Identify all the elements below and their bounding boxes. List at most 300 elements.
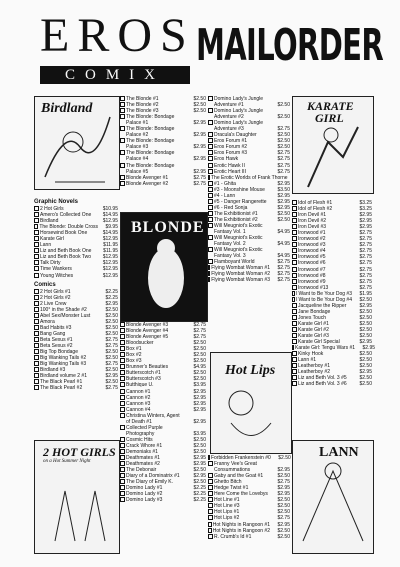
checkbox-icon[interactable] [208, 108, 213, 113]
list-item[interactable] [34, 385, 118, 391]
item-title-text: Kinky Hook [298, 351, 324, 358]
item-price: $12.95 [102, 266, 118, 273]
item-title-text: #3 - Moonshine Mouse [214, 186, 265, 193]
checkbox-icon[interactable] [208, 491, 213, 496]
checkbox-icon[interactable] [292, 351, 297, 356]
checkbox-icon[interactable] [292, 242, 297, 247]
checkbox-icon[interactable] [208, 277, 210, 282]
item-price: $2.95 [105, 300, 118, 307]
item-price: $2.50 [193, 479, 206, 486]
item-title-text: Iron Devil #3 [298, 224, 327, 231]
item-price: $2.75 [277, 156, 290, 163]
item-title-text: Ironwood #9 [298, 278, 326, 285]
item-price: $2.50 [105, 312, 118, 319]
checkbox-icon[interactable] [120, 346, 125, 351]
checkbox-icon[interactable] [292, 303, 297, 308]
checkbox-icon[interactable] [292, 248, 297, 253]
checkbox-icon[interactable] [292, 260, 297, 265]
item-title-text: Iron Devil #2 [298, 218, 327, 225]
item-price: $2.50 [193, 340, 206, 347]
checkbox-icon[interactable] [208, 223, 213, 228]
checkbox-icon[interactable] [292, 339, 297, 344]
checkbox-icon[interactable] [34, 289, 39, 294]
checkbox-icon[interactable] [120, 437, 125, 442]
checkbox-icon[interactable] [292, 297, 295, 302]
item-price: $9.95 [105, 224, 118, 231]
item-title-text: of Death #1 [126, 418, 152, 425]
list-item[interactable] [208, 534, 290, 540]
checkbox-icon[interactable] [120, 479, 125, 484]
item-price: $2.25 [105, 288, 118, 295]
item-title [40, 385, 98, 391]
item-title-text: Blonde Avenger #3 [126, 322, 169, 328]
item-title-text: Ironwood #13 [298, 284, 329, 291]
checkbox-icon[interactable] [208, 199, 213, 204]
item-price: $2.95 [193, 418, 206, 425]
left-column [34, 196, 118, 391]
checkbox-icon[interactable] [208, 473, 213, 478]
cover-blonde [120, 212, 208, 322]
item-price: $2.50 [359, 375, 372, 382]
checkbox-icon[interactable] [120, 328, 125, 333]
checkbox-icon[interactable] [120, 467, 125, 472]
item-price: $2.95 [105, 373, 118, 380]
item-price: $2.75 [193, 180, 206, 187]
item-price: $2.50 [277, 210, 290, 217]
item-price: $2.50 [277, 132, 290, 139]
checkbox-icon[interactable] [208, 259, 213, 264]
checkbox-icon[interactable] [208, 96, 213, 101]
cover-lann [292, 440, 374, 554]
item-price: $12.95 [102, 254, 118, 261]
checkbox-icon[interactable] [34, 254, 39, 259]
item-title-text: Lann #1 [298, 357, 317, 364]
item-title-text: Dracula's Daughter [214, 132, 257, 139]
checkbox-icon[interactable] [208, 271, 210, 276]
item-title-text: Hot Nights in Rangoon #2 [212, 527, 270, 534]
checkbox-icon[interactable] [292, 315, 297, 320]
item-price: $2.50 [277, 114, 290, 121]
list-item[interactable] [292, 381, 372, 387]
item-title-text: Hot Lips #1 [214, 509, 240, 516]
checkbox-icon[interactable] [292, 200, 297, 205]
item-title-text: Cannon #1 [126, 388, 151, 395]
checkbox-icon[interactable] [120, 181, 125, 186]
item-price: $2.95 [277, 198, 290, 205]
item-title-text: Domino Lady's Jungle [214, 120, 264, 127]
item-title-text: Time Wankers [40, 266, 72, 273]
checkbox-icon[interactable] [292, 381, 297, 386]
checkbox-icon[interactable] [120, 407, 125, 412]
item-title-text: Domino Lady's Jungle [214, 96, 264, 102]
item-price: $2.75 [277, 162, 290, 169]
checkbox-icon[interactable] [34, 331, 39, 336]
checkbox-icon[interactable] [120, 150, 125, 155]
checkbox-icon[interactable] [292, 279, 297, 284]
item-title-text: Eros Hawk [214, 156, 239, 163]
checkbox-icon[interactable] [120, 370, 125, 375]
item-title-text: Ironwood #7 [298, 266, 326, 273]
item-title-text: The Blonde #1 [126, 96, 159, 102]
checkbox-icon[interactable] [208, 479, 213, 484]
item-title-text: Hedge Twist #1 [214, 485, 249, 492]
item-title-text: Karate Girl #1 [298, 320, 329, 327]
checkbox-icon[interactable] [120, 455, 125, 460]
item-title-text: Hot Lips #2 [214, 515, 240, 522]
checkbox-icon[interactable] [120, 126, 125, 131]
checkbox-icon[interactable] [208, 509, 213, 514]
item-title-text: Karate Girl #3 [298, 333, 329, 340]
item-price: $2.50 [277, 138, 290, 145]
item-title-text: Domino Lady #1 [126, 485, 163, 492]
checkbox-icon[interactable] [292, 285, 297, 290]
checkbox-icon[interactable] [292, 357, 297, 362]
checkbox-icon[interactable] [208, 497, 213, 502]
item-price: $4.95 [277, 241, 290, 248]
checkbox-icon[interactable] [120, 102, 125, 107]
item-title-text: Amero's Collected One [40, 212, 92, 219]
checkbox-icon[interactable] [34, 212, 39, 217]
checkbox-icon[interactable] [34, 337, 39, 342]
item-title-text: The Blonde #3 [126, 108, 159, 115]
checkbox-icon[interactable] [208, 193, 213, 198]
item-title-text: Blonde Avenger #5 [126, 334, 169, 341]
item-price: $2.50 [359, 326, 372, 333]
item-price: $2.50 [278, 455, 291, 461]
item-title-text: Amora [40, 318, 55, 325]
item-title-text: Deathmates #1 [126, 455, 160, 462]
item-price: $2.50 [277, 503, 290, 510]
item-title-text: #1 - Ghita [214, 180, 236, 187]
lann-title: LANN [319, 445, 359, 460]
checkbox-icon[interactable] [208, 150, 213, 155]
checkbox-icon[interactable] [208, 235, 213, 240]
checkbox-icon[interactable] [208, 132, 213, 137]
item-title-text: Crack Whore #1 [126, 442, 163, 449]
checkbox-icon[interactable] [208, 211, 213, 216]
item-price: $2.95 [193, 394, 206, 401]
item-price: $2.95 [193, 144, 206, 151]
checkbox-icon[interactable] [292, 291, 295, 296]
item-price: $2.75 [277, 271, 290, 278]
checkbox-icon[interactable] [120, 322, 125, 327]
item-title-text: Domino Lady #2 [126, 491, 163, 498]
comics-heading: Comics [34, 281, 56, 288]
checkbox-icon[interactable] [208, 503, 213, 508]
checkbox-icon[interactable] [208, 181, 213, 186]
item-title-text: Hot Line #1 [214, 497, 240, 504]
item-price: $2.50 [277, 216, 290, 223]
checkbox-icon[interactable] [208, 515, 213, 520]
checkbox-icon[interactable] [292, 309, 297, 314]
checkbox-icon[interactable] [208, 156, 213, 161]
checkbox-icon[interactable] [292, 327, 297, 332]
checkbox-icon[interactable] [120, 108, 125, 113]
item-title-text: Flying Wombat Woman #2 [211, 271, 270, 278]
list-item[interactable] [120, 497, 206, 503]
checkbox-icon[interactable] [120, 364, 125, 369]
checkbox-icon[interactable] [292, 369, 297, 374]
item-title-text: Franny Vee's Great [214, 461, 257, 468]
checkbox-icon[interactable] [120, 334, 125, 339]
item-title-text: Flying Wombat Woman #3 [211, 277, 270, 284]
checkbox-icon[interactable] [292, 236, 297, 241]
checkbox-icon[interactable] [34, 236, 39, 241]
checkbox-icon[interactable] [34, 355, 39, 360]
item-title-text: Leatherboy #1 [298, 363, 330, 370]
item-price: $2.25 [193, 485, 206, 492]
checkbox-icon[interactable] [292, 267, 297, 272]
item-price: $3.95 [193, 382, 206, 389]
item-price: $2.50 [359, 363, 372, 370]
checkbox-icon[interactable] [120, 163, 125, 168]
checkbox-icon[interactable] [292, 230, 297, 235]
item-title-text: Will Meugniot's Exotic [214, 235, 263, 242]
item-title-text: The Blonde: Bondage [126, 150, 175, 157]
checkbox-icon[interactable] [34, 248, 39, 253]
item-title-text: Ironwood #3 [298, 242, 326, 249]
item-price: $2.50 [105, 355, 118, 362]
item-price: $2.75 [277, 265, 290, 272]
item-price: $2.75 [277, 150, 290, 157]
checkbox-icon[interactable] [120, 491, 125, 496]
checkbox-icon[interactable] [34, 385, 39, 390]
item-price: $3.25 [359, 200, 372, 206]
checkbox-icon[interactable] [208, 163, 213, 168]
item-title-text: The Black Pearl #1 [40, 379, 83, 386]
checkbox-icon[interactable] [120, 485, 125, 490]
checkbox-icon[interactable] [34, 319, 39, 324]
checkbox-icon[interactable] [208, 265, 210, 270]
item-title-text: Liz and Beth Book One [40, 248, 92, 255]
item-price: $2.95 [359, 218, 372, 225]
item-title [298, 381, 352, 387]
item-price: $2.50 [277, 473, 290, 480]
checkbox-icon[interactable] [34, 349, 39, 354]
item-title-text: Eros Forum #3 [214, 150, 248, 157]
item-price: $2.75 [193, 328, 206, 335]
item-title-text: Deathmates #2 [126, 461, 160, 468]
item-price: $12.95 [102, 272, 118, 279]
item-title-text: Eros Forum #1 [214, 138, 248, 145]
checkbox-icon[interactable] [208, 175, 210, 180]
graphic-novels-heading: Graphic Novels [34, 199, 79, 205]
checkbox-icon[interactable] [292, 218, 297, 223]
checkbox-icon[interactable] [120, 114, 125, 119]
checkbox-icon[interactable] [292, 363, 297, 368]
item-price: $12.95 [102, 236, 118, 243]
item-title-text: Fantasy Vol. 1 [214, 229, 246, 236]
checkbox-icon[interactable] [208, 187, 213, 192]
blonde-title: BLONDE [131, 219, 205, 236]
checkbox-icon[interactable] [120, 413, 125, 418]
item-price: $2.50 [193, 96, 206, 102]
item-title-text: Blonde Avenger #1 [126, 174, 169, 181]
checkbox-icon[interactable] [120, 352, 125, 357]
checkbox-icon[interactable] [120, 96, 125, 101]
item-price: $2.50 [193, 376, 206, 383]
mid-column-top [120, 96, 206, 187]
checkbox-icon[interactable] [208, 455, 210, 460]
item-price: $2.95 [193, 406, 206, 413]
item-title-text: Liz and Beth Vol. 3 #6 [298, 381, 347, 388]
item-title-text: 2 Hot Girls [40, 206, 64, 212]
item-title-text: Erotic Heart III [214, 168, 246, 175]
checkbox-icon[interactable] [34, 343, 39, 348]
item-title-text: Liz and Beth Book Two [40, 254, 92, 261]
list-item[interactable] [208, 277, 290, 283]
checkbox-icon[interactable] [34, 373, 39, 378]
checkbox-icon[interactable] [208, 138, 213, 143]
checkbox-icon[interactable] [292, 212, 297, 217]
checkbox-icon[interactable] [208, 461, 213, 466]
item-price: $2.50 [105, 349, 118, 356]
checkbox-icon[interactable] [34, 301, 39, 306]
checkbox-icon[interactable] [292, 321, 297, 326]
comix-bar: COMIX [40, 66, 190, 84]
item-title-text: The Erotic Worlds of Frank Thorne [211, 174, 288, 181]
checkbox-icon[interactable] [120, 382, 125, 387]
item-price: $2.50 [193, 358, 206, 365]
item-price: $2.75 [277, 126, 290, 133]
checkbox-icon[interactable] [292, 345, 294, 350]
checkbox-icon[interactable] [208, 217, 213, 222]
hot-lips-title: Hot Lips [225, 363, 276, 378]
checkbox-icon[interactable] [34, 206, 39, 211]
item-price: $10.95 [102, 206, 118, 212]
checkbox-icon[interactable] [292, 375, 297, 380]
checkbox-icon[interactable] [208, 485, 213, 490]
checkbox-icon[interactable] [120, 461, 125, 466]
item-title-text: Iron Devil #1 [298, 212, 327, 219]
list-item[interactable] [120, 181, 206, 187]
checkbox-icon[interactable] [34, 218, 39, 223]
item-price: $2.75 [359, 236, 372, 243]
checkbox-icon[interactable] [120, 473, 125, 478]
right-column [292, 200, 376, 388]
checkbox-icon[interactable] [120, 425, 125, 430]
checkbox-icon[interactable] [292, 273, 297, 278]
item-price: $2.75 [193, 322, 206, 328]
karate-title-2: GIRL [315, 111, 344, 125]
item-title-text: #4 - Lann [214, 192, 236, 199]
item-title-text: Karate Girl #2 [298, 326, 329, 333]
item-title [214, 534, 270, 540]
checkbox-icon[interactable] [120, 497, 125, 502]
item-title-text: Domino Lady #3 [126, 497, 163, 504]
item-price: $2.50 [193, 108, 206, 115]
checkbox-icon[interactable] [292, 254, 297, 259]
checkbox-icon[interactable] [208, 528, 212, 533]
checkbox-icon[interactable] [120, 175, 125, 180]
checkbox-icon[interactable] [208, 205, 213, 210]
item-price: $2.50 [277, 102, 290, 109]
list-item[interactable] [34, 273, 118, 279]
item-title-text: The Blonde #2 [126, 102, 159, 109]
item-title-text: #5 - Danger Rangerette [214, 198, 267, 205]
checkbox-icon[interactable] [34, 379, 39, 384]
item-price: $2.75 [193, 174, 206, 181]
item-title-text: 100° in the Shade #2 [40, 306, 87, 313]
item-title-text: Big Top Bondage [40, 349, 78, 356]
item-title-text: Forbidden Frankenstein #0 [211, 455, 271, 461]
checkbox-icon[interactable] [34, 260, 39, 265]
item-price: $2.95 [359, 339, 372, 346]
item-title-text: Leatherboy #2 [298, 369, 330, 376]
item-title-text: Adventure #1 [214, 102, 244, 109]
item-title-text: Bang Gang [40, 330, 66, 337]
item-price: $2.75 [359, 278, 372, 285]
checkbox-icon[interactable] [120, 443, 125, 448]
item-price: $2.75 [105, 361, 118, 368]
checkbox-icon[interactable] [208, 120, 213, 125]
checkbox-icon[interactable] [120, 389, 125, 394]
item-title-text: Fantasy Vol. 2 [214, 241, 246, 248]
item-price: $2.95 [359, 212, 372, 219]
checkbox-icon[interactable] [120, 138, 125, 143]
item-title-text: Beta Sexus #2 [40, 342, 73, 349]
item-title-text: Will Meugniot's Exotic [214, 247, 263, 254]
checkbox-icon[interactable] [34, 242, 39, 247]
item-price: $2.50 [277, 533, 290, 540]
checkbox-icon[interactable] [34, 307, 39, 312]
checkbox-icon[interactable] [120, 395, 125, 400]
checkbox-icon[interactable] [292, 333, 297, 338]
item-price: $2.75 [277, 277, 290, 284]
checkbox-icon[interactable] [208, 144, 213, 149]
item-title-text: Bad Habits #3 [40, 324, 72, 331]
checkbox-icon[interactable] [34, 313, 39, 318]
item-title-text: Cosmic Hits [126, 436, 153, 443]
item-price: $2.75 [277, 259, 290, 266]
checkbox-icon[interactable] [292, 206, 297, 211]
masthead [0, 0, 400, 92]
item-price: $2.50 [277, 527, 290, 534]
item-title-text: The Diary of Emily K. [126, 479, 173, 486]
item-title-text: Erotic Hawk II [214, 162, 245, 169]
checkbox-icon[interactable] [34, 295, 39, 300]
item-price: $2.50 [359, 308, 372, 315]
checkbox-icon[interactable] [34, 361, 39, 366]
checkbox-icon[interactable] [120, 449, 125, 454]
checkbox-icon[interactable] [292, 224, 297, 229]
checkbox-icon[interactable] [120, 358, 125, 363]
item-price: $2.95 [193, 473, 206, 480]
checkbox-icon[interactable] [208, 169, 213, 174]
checkbox-icon[interactable] [34, 230, 39, 235]
item-price: $2.50 [359, 381, 372, 388]
checkbox-icon[interactable] [34, 367, 39, 372]
checkbox-icon[interactable] [34, 224, 38, 229]
item-title-text: Ironwood #5 [298, 254, 326, 261]
item-title-text: Jacqueline the Ripper [298, 302, 347, 309]
cover-birdland [34, 96, 120, 190]
checkbox-icon[interactable] [120, 401, 125, 406]
checkbox-icon[interactable] [208, 522, 212, 527]
checkbox-icon[interactable] [208, 534, 213, 539]
item-title-text: Blonde Avenger #2 [126, 180, 169, 187]
item-title-text: Box #1 [126, 346, 142, 353]
item-price: $2.95 [193, 455, 206, 462]
checkbox-icon[interactable] [34, 325, 39, 330]
checkbox-icon[interactable] [120, 376, 125, 381]
checkbox-icon[interactable] [34, 273, 39, 278]
checkbox-icon[interactable] [34, 266, 39, 271]
checkbox-icon[interactable] [120, 340, 125, 345]
item-price: $2.95 [193, 168, 206, 175]
item-title-text: Karate Girl [40, 236, 64, 243]
checkbox-icon[interactable] [208, 247, 213, 252]
